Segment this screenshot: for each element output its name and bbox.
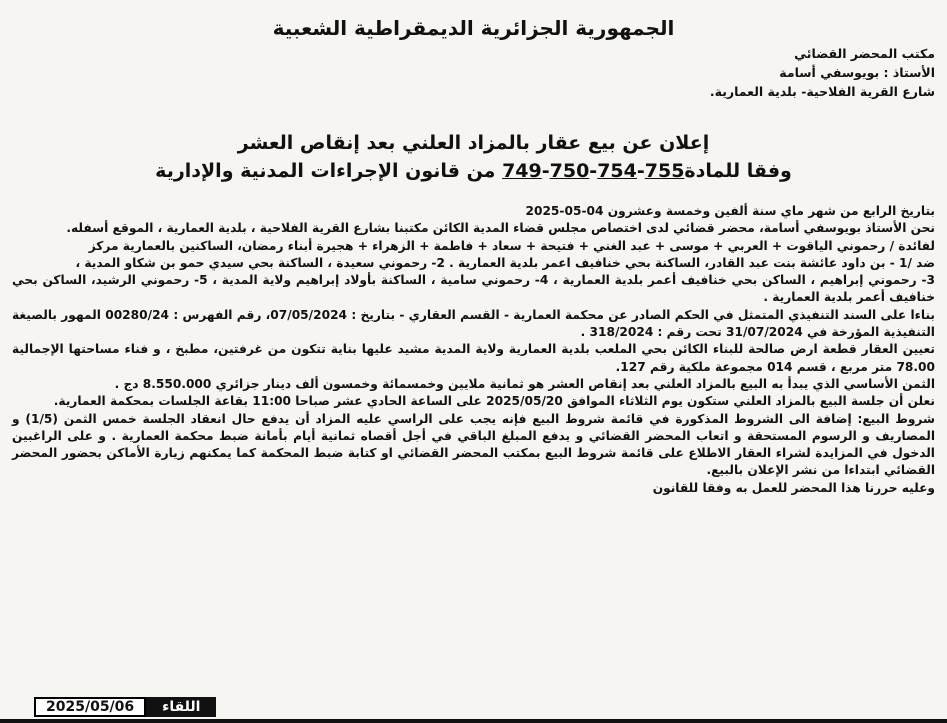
newspaper-footer	[34, 697, 216, 717]
office-address: شارع القرية الفلاحية- بلدية العمارية.	[709, 84, 935, 99]
bottom-rule	[0, 719, 947, 723]
notice-title	[10, 129, 937, 185]
article-number: 750	[549, 160, 590, 182]
paragraph-defendants-1: ضد /1 - بن داود عائشة بنت عبد القادر، الساكنة بحي خنافيف اعمر بلدية العمارية . 2- رحموني سعيدة ، الساكنة بحي سيدي حمو بن شكاو المدية ،	[75, 255, 935, 270]
paragraph-date: بتاريخ الرابع من شهر ماي سنة ألفين وخمسة وعشرون 04-05-2025	[525, 204, 935, 218]
title-line-1: إعلان عن بيع عقار بالمزاد العلني بعد إنقاص العشر	[237, 132, 710, 154]
office-name: مكتب المحضر القضائي	[794, 46, 935, 61]
office-block	[10, 44, 937, 101]
paragraph-closing: وعليه حررنا هذا المحضر للعمل به وفقا للقانون	[652, 480, 935, 495]
title-prefix: وفقا للمادة	[684, 160, 792, 182]
paragraph-bailiff: نحن الأستاذ بويوسفي أسامة، محضر قضائي لدى اختصاص مجلس قضاء المدية الكائن مكتبنا بشارع القرية الفلاحية ، بلدية العمارية ، الموقع أسفله.	[66, 221, 935, 236]
paragraph-conditions: شروط البيع: إضافة الى الشروط المذكورة في قائمة شروط البيع فإنه يجب على الراسي عليه المزاد أن يدفع حال انعقاد الجلسة خمس الثمن (1/5) و المصاريف و الرسوم المستحقة و اتعاب المحضر القضائي و يدفع المبلغ الباقي في أجل أقصاه ثمانية أيام بأمانة ضبط محكمة العمارية . و على الراغبين الدخول في المزايدة لشراء العقار الاطلاع على قائمة شروط البيع بمكتب المحضر القضائي او كتابة ضبط المحكمة كما يمكنهم زيارة الأماكن بحضور المحضر القضائي ابتداءا من نشر الإعلان بالبيع.	[12, 411, 935, 478]
paragraph-session: نعلن أن جلسة البيع بالمزاد العلني ستكون يوم الثلاثاء الموافق 2025/05/20 على الساعة الحادي عشر صباحا 11:00 بقاعة الجلسات بمحكمة العمارية.	[53, 394, 935, 409]
publication-date: 2025/05/06	[34, 697, 146, 717]
article-number: 755	[644, 160, 685, 182]
paragraph-judgment: بناءا على السند التنفيذي المتمثل في الحكم الصادر عن محكمة العمارية - القسم العقاري - بتاريخ : 07/05/2024، رقم الفهرس : 00280/24 المهور بالصيغة التنفيذية المؤرخة في 31/07/2024 تحت رقم : 318/2024 .	[12, 307, 935, 340]
title-line-2	[10, 157, 937, 185]
paragraph-defendants-2: 3- رحموني إبراهيم ، الساكن بحي خنافيف أعمر بلدية العمارية ، 4- رحموني سامية ، الساكنة بأولاد إبراهيم ولاية المدية ، 5- رحموني الرشيد، الساكن بحي خنافيف أعمر بلدية العمارية .	[12, 273, 935, 305]
articles-list: 749-750-754-755	[502, 160, 685, 182]
paragraph-property: تعيين العقار قطعة ارض صالحة للبناء الكائن بحي الملعب بلدية العمارية ولاية المدية مشيد عليها بناية تتكون من غرفتين، مطبخ ، و فناء مساحتها الإجمالية 78.00 متر مربع ، قسم 014 مجموعة ملكية رقم 127.	[12, 342, 935, 374]
newspaper-name: اللقاء	[146, 697, 216, 717]
notice-body	[10, 203, 937, 497]
attorney-name: الأستاذ : بويوسفي أسامة	[779, 65, 935, 80]
paragraph-price: الثمن الأساسي الذي يبدأ به البيع بالمزاد العلني بعد إنقاص العشر هو ثمانية ملايين وخمسمائة وخمسون ألف دينار جزائري 8.550.000 دج .	[114, 376, 935, 391]
article-number: 749	[502, 160, 542, 182]
paragraph-beneficiaries: لفائدة / رحموني الياقوت + العربي + موسى + عبد الغني + فتيحة + سعاد + فاطمة + الزهراء + هجيرة أبناء رمضان، الساكنين بالعمارية مركز	[88, 238, 935, 253]
title-suffix: من قانون الإجراءات المدنية والإدارية	[155, 160, 496, 182]
republic-heading: الجمهورية الجزائرية الديمقراطية الشعبية	[272, 16, 675, 40]
article-number: 754	[597, 160, 637, 182]
